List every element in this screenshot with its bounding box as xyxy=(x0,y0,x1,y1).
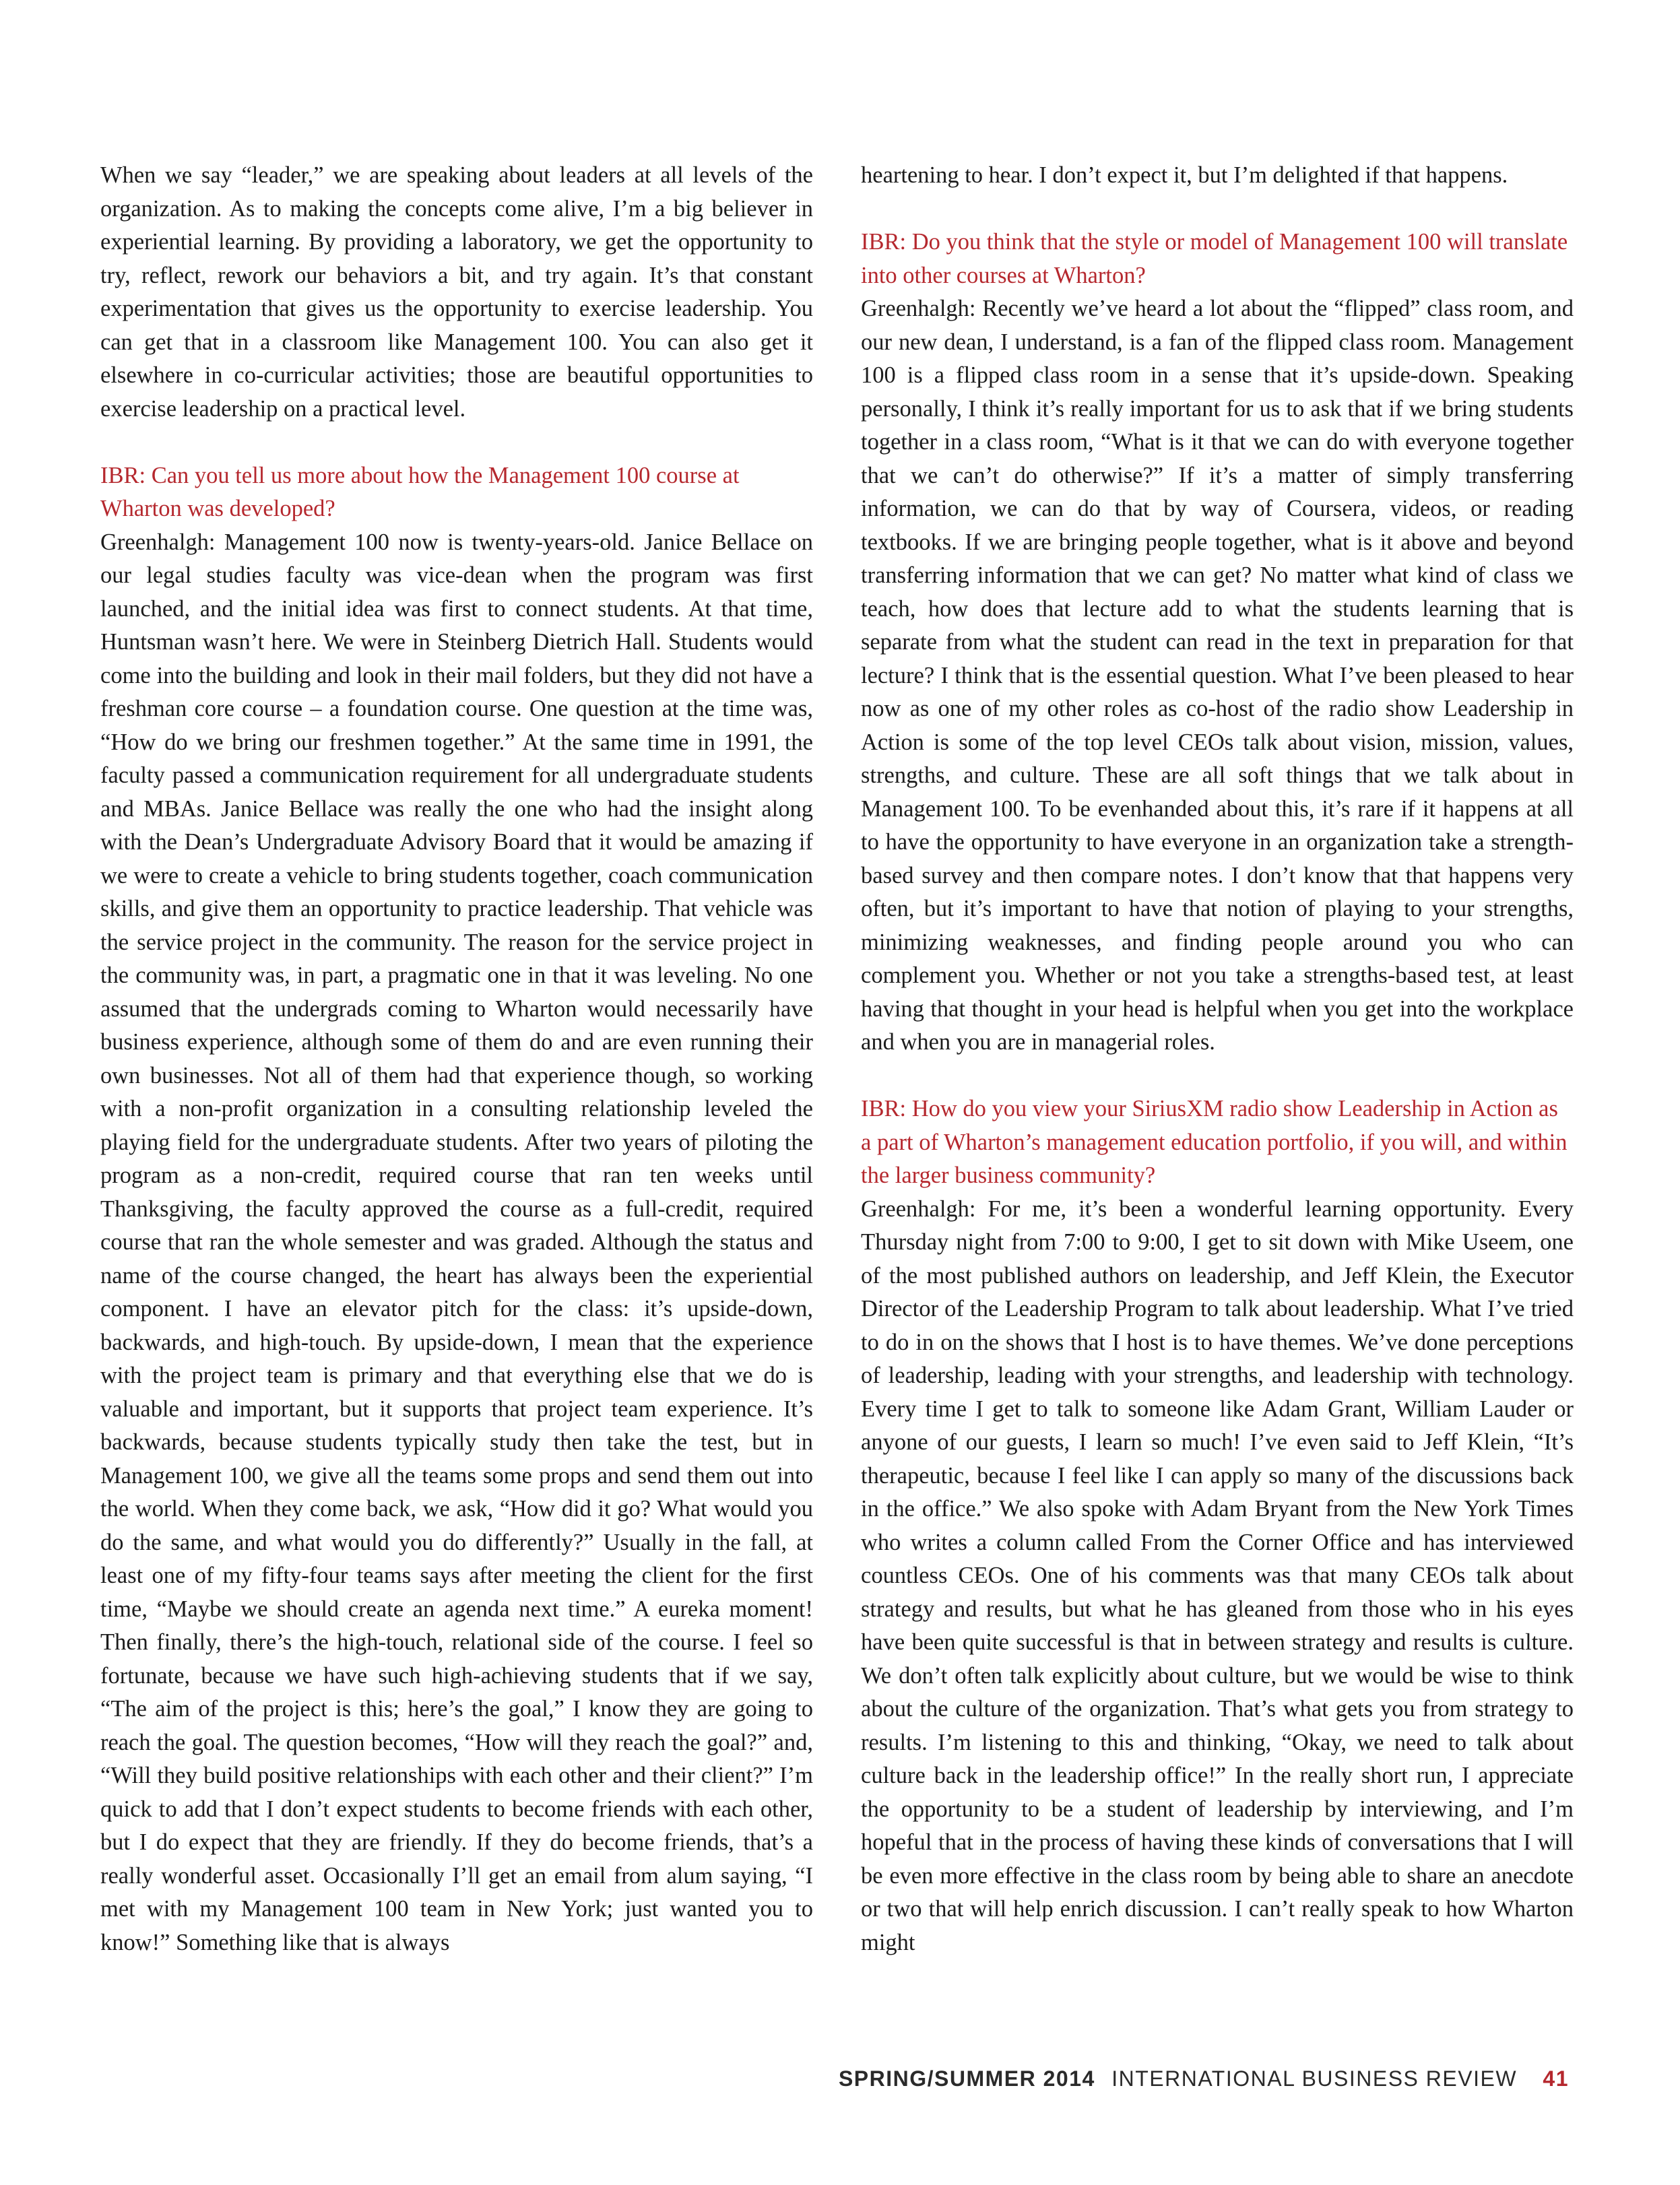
answer-paragraph: Greenhalgh: For me, it’s been a wonderful learning opportunity. Every Thursday night from 7:00 to 9:00, I get to sit down with Mike Useem, one of the most published authors on leadership, and Jeff Klein, the Executor Director of the Leadership Program to talk about leadership. What I’ve tried to do in on the shows that I host is to have themes. We’ve done perceptions of leadership, leading with your strengths, and leadership with technology. Every time I get to talk to someone like Adam Grant, William Lauder or anyone of our guests, I learn so much! I’ve even said to Jeff Klein, “It’s therapeutic, because I feel like I can apply so many of the discussions back in the office.” We also spoke with Adam Bryant from the New York Times who writes a column called From the Corner Office and has interviewed countless CEOs. One of his comments was that many CEOs talk about strategy and results, but what he has gleaned from those who in his eyes have been quite successful is that in between strategy and results is culture. We don’t often talk explicitly about culture, but we would be wise to think about the culture of the organization. That’s what gets you from strategy to results. I’m listening to this and thinking, “Okay, we need to talk about culture back in the leadership office!” In the really short run, I appreciate the opportunity to be a student of leadership by interviewing, and I’m hopeful that in the process of having these kinds of conversations that I will be even more effective in the class room by being able to share an anecdote or two that will help enrich discussion. I can’t really speak to how Wharton might xyxy=(861,1196,1574,1955)
issue-date: SPRING/SUMMER 2014 xyxy=(838,2066,1095,2091)
continued-paragraph: heartening to hear. I don’t expect it, but I’m delighted if that happens. xyxy=(861,162,1508,188)
question-heading: IBR: Can you tell us more about how the Management 100 course at Wharton was developed? xyxy=(100,462,740,521)
answer-paragraph: Greenhalgh: Management 100 now is twenty-years-old. Janice Bellace on our legal studies faculty was vice-dean when the program was first launched, and the initial idea was first to connect students. At that time, Huntsman wasn’t here. We were in Steinberg Dietrich Hall. Students would come into the building and look in their mail folders, but they did not have a freshman core course – a foundation course. One question at the time was, “How do we bring our freshmen together.” At the same time in 1991, the faculty passed a communication requirement for all undergraduate students and MBAs. Janice Bellace was really the one who had the insight along with the Dean’s Undergraduate Advisory Board that it would be amazing if we were to create a vehicle to bring students together, coach communication skills, and give them an opportunity to practice leadership. That vehicle was the service project in the community. The reason for the service project in the community was, in part, a pragmatic one in that it was leveling. No one assumed that the undergrads coming to Wharton would necessarily have business experience, although some of them do and are even running their own businesses. Not all of them had that experience though, so working with a non-profit organization in a consulting relationship leveled the playing field for the undergraduate students. After two years of piloting the program as a non-credit, required course that ran ten weeks until Thanksgiving, the faculty approved the course as a full-credit, required course that ran the whole semester and was graded. Although the status and name of the course changed, the heart has always been the experiential component. I have an elevator pitch for the class: it’s upside-down, backwards, and high-touch. By upside-down, I mean that the experience with the project team is primary and that everything else that we do is valuable and important, but it supports that project team experience. It’s backwards, because students typically study then take the test, but in Management 100, we give all the teams some props and send them out into the world. When they come back, we ask, “How did it go? What would you do the same, and what would you do differently?” Usually in the fall, at least one of my fifty-four teams says after meeting the client for the first time, “Maybe we should create an agenda next time.” A eureka moment! Then finally, there’s the high-touch, relational side of the course. I feel so fortunate, because we have such high-achieving students that if we say, “The aim of the project is this; here’s the goal,” I know they are going to reach the goal. The question becomes, “How will they reach the goal?” and, “Will they build positive relationships with each other and their client?” I’m quick to add that I don’t expect students to become friends with each other, but I do expect that they are friendly. If they do become friends, that’s a really wonderful asset. Occasionally I’ll get an email from alum saying, “I met with my Management 100 team in New York; just wanted you to know!” Something like that is always xyxy=(100,529,813,1955)
left-column xyxy=(100,159,813,1959)
question-heading: IBR: How do you view your SiriusXM radio show Leadership in Action as a part of Wharton’s management education portfolio, if you will, and within the larger business community? xyxy=(861,1096,1568,1188)
intro-paragraph: When we say “leader,” we are speaking about leaders at all levels of the organization. As to making the concepts come alive, I’m a big believer in experiential learning. By providing a laboratory, we get the opportunity to try, reflect, rework our behaviors a bit, and try again. It’s that constant experimentation that gives us the opportunity to exercise leadership. You can get that in a classroom like Management 100. You can also get it elsewhere in co-curricular activities; those are beautiful opportunities to exercise leadership on a practical level. xyxy=(100,162,813,422)
answer-paragraph: Greenhalgh: Recently we’ve heard a lot about the “flipped” class room, and our new dean, I understand, is a fan of the flipped class room. Management 100 is a flipped class room in a sense that it’s upside-down. Speaking personally, I think it’s really important for us to ask that if we bring students together in a class room, “What is it that we can do with everyone together that we can’t do otherwise?” If it’s a matter of simply transferring information, we can do that by way of Coursera, videos, or reading textbooks. If we are bringing people together, what is it above and beyond transferring information that we can get? No matter what kind of class we teach, how does that lecture add to what the students learning that is separate from what the student can read in the text in preparation for that lecture? I think that is the essential question. What I’ve been pleased to hear now as one of my other roles as co-host of the radio show Leadership in Action is some of the top level CEOs talk about vision, mission, values, strengths, and culture. These are all soft things that we talk about in Management 100. To be evenhanded about this, it’s rare if it happens at all to have the opportunity to have everyone in an organization take a strength-based survey and then compare notes. I don’t know that that happens very often, but it’s important to have that notion of playing to your strengths, minimizing weaknesses, and finding people around you who can complement you. Whether or not you take a strengths-based test, at least having that thought in your head is helpful when you get into the workplace and when you are in managerial roles. xyxy=(861,296,1574,1055)
right-column xyxy=(861,159,1574,1959)
question-heading: IBR: Do you think that the style or model of Management 100 will translate into other courses at Wharton? xyxy=(861,229,1568,288)
journal-name: INTERNATIONAL BUSINESS REVIEW xyxy=(1111,2066,1518,2091)
page-number: 41 xyxy=(1543,2066,1569,2091)
page-footer xyxy=(839,2066,1569,2091)
